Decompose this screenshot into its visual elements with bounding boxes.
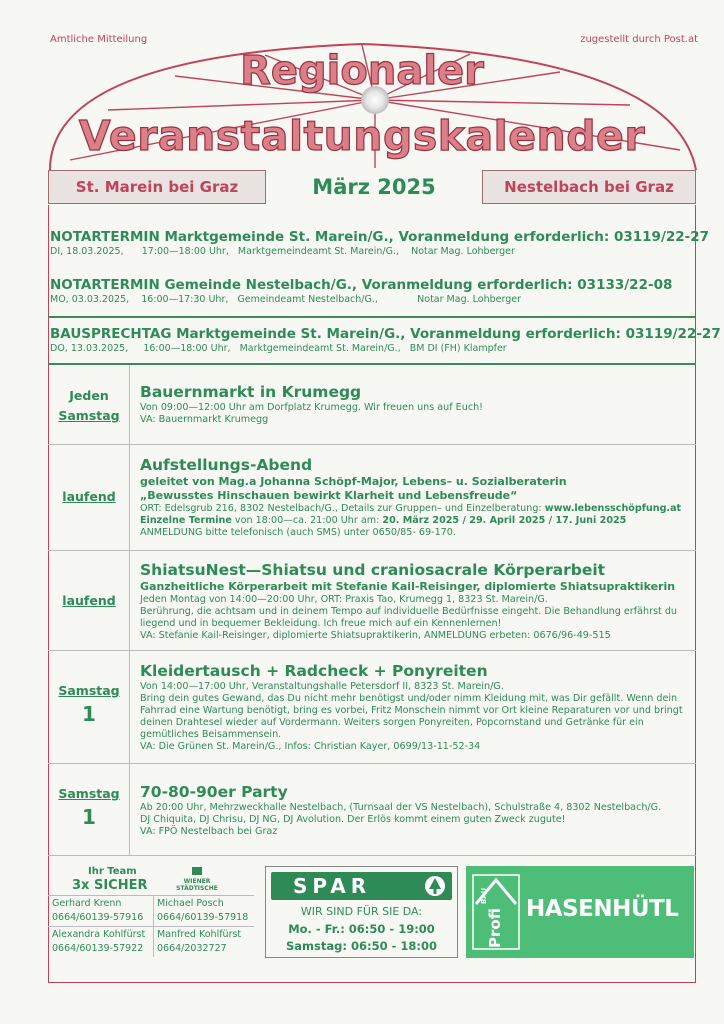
event-title: Kleidertausch + Radcheck + Ponyreiten [140, 662, 488, 680]
event-party [140, 782, 692, 838]
date-line: Jeden [69, 388, 109, 403]
spar-hours-weekdays: Mo. - Fr.: 06:50 - 19:00 [288, 922, 435, 936]
event-text: DJ Chiquita, DJ Chrisu, DJ NG, DJ Avolution. Der Erlös kommt einem guten Zweck zugute! [140, 814, 566, 825]
bauprofi-small-label: BAU [480, 887, 488, 904]
event-text: Berührung, die achtsam und in deinem Tempo auf individuelle Bedürfnisse eingeht. Die Behandlung erfährst du liegend und in bequemer Bekleidung. Ich freue mich auf ein Kennenlernen! [140, 606, 678, 629]
row-divider [48, 650, 696, 651]
event-text: Jeden Montag von 14:00—20:00 Uhr, ORT: Praxis Tao, Krumegg 1, 8323 St. Marein/G. [140, 594, 548, 605]
event-organizer: VA: FPÖ Nestelbach bei Graz [140, 826, 278, 837]
place-nestelbach: Nestelbach bei Graz [482, 170, 696, 204]
notice-details: DI, 18.03.2025, 17:00—18:00 Uhr, Marktgemeindeamt St. Marein/G., Notar Mag. Lohberger [50, 246, 515, 257]
team-member-name: Gerhard Krenn [52, 898, 122, 909]
notice-title: BAUSPRECHTAG Marktgemeinde St. Marein/G., Voranmeldung erforderlich: 03119/22-27 [50, 326, 721, 342]
divider [153, 895, 154, 957]
event-subtitle: Ganzheitliche Körperarbeit mit Stefanie Kail-Reisinger, diplomierte Shiatsupraktikerin [140, 580, 676, 593]
event-title: 70-80-90er Party [140, 783, 288, 801]
team-slogan: 3x SICHER [72, 878, 148, 893]
notice-details: MO, 03.03.2025, 16:00—17:30 Uhr, Gemeindeamt Nestelbach/G., Notar Mag. Lohberger [50, 294, 521, 305]
column-divider [129, 365, 130, 855]
event-subtitle: „Bewusstes Hinschauen bewirkt Klarheit und Lebensfreude“ [140, 489, 518, 502]
event-title: ShiatsuNest—Shiatsu und craniosacrale Körperarbeit [140, 561, 606, 579]
wiener-staedtische-logo: WIENER STÄDTISCHE [172, 866, 222, 892]
date-line: Samstag [58, 683, 120, 698]
website-link[interactable]: www.lebensschöpfung.at [544, 503, 682, 514]
date-day: 1 [82, 702, 96, 726]
spar-hours-saturday: Samstag: 06:50 - 18:00 [286, 939, 437, 953]
notice-details: DO, 13.03.2025, 16:00—18:00 Uhr, Marktgemeindeamt St. Marein/G., BM DI (FH) Klampfer [50, 343, 507, 354]
divider [48, 926, 254, 927]
divider [48, 363, 696, 365]
notice-title: NOTARTERMIN Gemeinde Nestelbach/G., Voranmeldung erforderlich: 03133/22-08 [50, 277, 673, 293]
event-subtitle: geleitet von Mag.a Johanna Schöpf-Major, Lebens– u. Sozialberaterin [140, 475, 567, 488]
team-member-name: Alexandra Kohlfürst [52, 929, 146, 940]
hasenhuetl-ad [466, 866, 694, 958]
event-date [48, 386, 130, 426]
event-title: Bauernmarkt in Krumegg [140, 383, 362, 401]
spar-logo: SPAR [271, 872, 452, 900]
event-text: ANMELDUNG bitte telefonisch (auch SMS) unter 0650/85- 69-170. [140, 527, 456, 538]
event-text: ORT: Edelsgrub 216, 8302 Nestelbach/G., Details zur Gruppen– und Einzelberatung: www.lebensschöpfung.at [140, 503, 682, 514]
event-text: Einzelne Termine von 18:00—ca. 21:00 Uhr am: 20. März 2025 / 29. April 2025 / 17. Juni 2025 [140, 515, 627, 526]
spar-ad [265, 866, 458, 958]
date-line: Samstag [58, 786, 120, 801]
notice-title: NOTARTERMIN Marktgemeinde St. Marein/G., Voranmeldung erforderlich: 03119/22-27 [50, 229, 710, 245]
event-aufstellungs-abend [140, 455, 692, 539]
event-date: laufend [62, 489, 116, 504]
bauprofi-label: Profi [486, 908, 504, 948]
event-text: Ab 20:00 Uhr, Mehrzweckhalle Nestelbach, (Turnsaal der VS Nestelbach), Schulstraße 4, 8302 Nestelbach/G. [140, 802, 662, 813]
place-st-marein: St. Marein bei Graz [48, 170, 266, 204]
divider [48, 895, 254, 896]
divider [48, 316, 696, 318]
title-veranstaltungskalender: Veranstaltungskalender [78, 112, 646, 160]
row-divider [48, 444, 696, 445]
event-shiatsunest [140, 560, 692, 642]
row-divider [48, 763, 696, 764]
hasenhuetl-name: HASENHÜTL [526, 896, 679, 922]
team-member-phone: 0664/2032727 [157, 943, 227, 954]
team-member-name: Michael Posch [157, 898, 224, 909]
month-label: März 2025 [312, 175, 436, 199]
row-divider [48, 550, 696, 551]
date-line: Samstag [58, 408, 120, 423]
event-text: Von 14:00—17:00 Uhr, Veranstaltungshalle Petersdorf II, 8323 St. Marein/G. [140, 681, 504, 692]
logo-icon [190, 866, 204, 876]
event-date: laufend [62, 593, 116, 608]
event-text: Bring dein gutes Gewand, das Du nicht mehr benötigst und/oder nimm Kleidung mit, was Dir gefällt. Wenn dein Fahrrad eine Wartung benötigt, bring es vorbei, Fritz Monschein nimmt vor Ort kleine Reparaturen vor und bringt deinen Drahtesel wieder auf Vordermann. Weiters sorgen Ponyreiten, Popcornstand und Getränke für ein gemütliches Beisammensein. [140, 693, 683, 740]
team-member-phone: 0664/60139-57916 [52, 912, 144, 923]
event-organizer: VA: Die Grünen St. Marein/G., Infos: Christian Kayer, 0699/13-11-52-34 [140, 741, 481, 752]
official-notice-label: Amtliche Mitteilung [50, 34, 148, 45]
event-organizer: VA: Stefanie Kail-Reisinger, diplomierte Shiatsupraktikerin, ANMELDUNG erbeten: 0676/96-49-515 [140, 630, 611, 641]
spar-tree-icon [424, 875, 446, 897]
event-organizer: VA: Bauernmarkt Krumegg [140, 414, 269, 425]
title-regionaler: Regionaler [240, 48, 484, 94]
team-member-phone: 0664/60139-57922 [52, 943, 144, 954]
row-divider [48, 855, 696, 856]
team-member-name: Manfred Kohlfürst [157, 929, 242, 940]
delivery-note-label: zugestellt durch Post.at [580, 34, 698, 45]
event-title: Aufstellungs-Abend [140, 456, 313, 474]
event-bauernmarkt [140, 382, 692, 426]
team-heading: Ihr Team [88, 866, 137, 877]
spar-opening-label: WIR SIND FÜR SIE DA: [300, 905, 423, 918]
event-date [48, 786, 130, 829]
event-text: Von 09:00—12:00 Uhr am Dorfplatz Krumegg. Wir freuen uns auf Euch! [140, 402, 484, 413]
event-date [48, 683, 130, 726]
event-kleidertausch [140, 661, 692, 753]
team-member-phone: 0664/60139-57918 [157, 912, 249, 923]
date-day: 1 [82, 805, 96, 829]
